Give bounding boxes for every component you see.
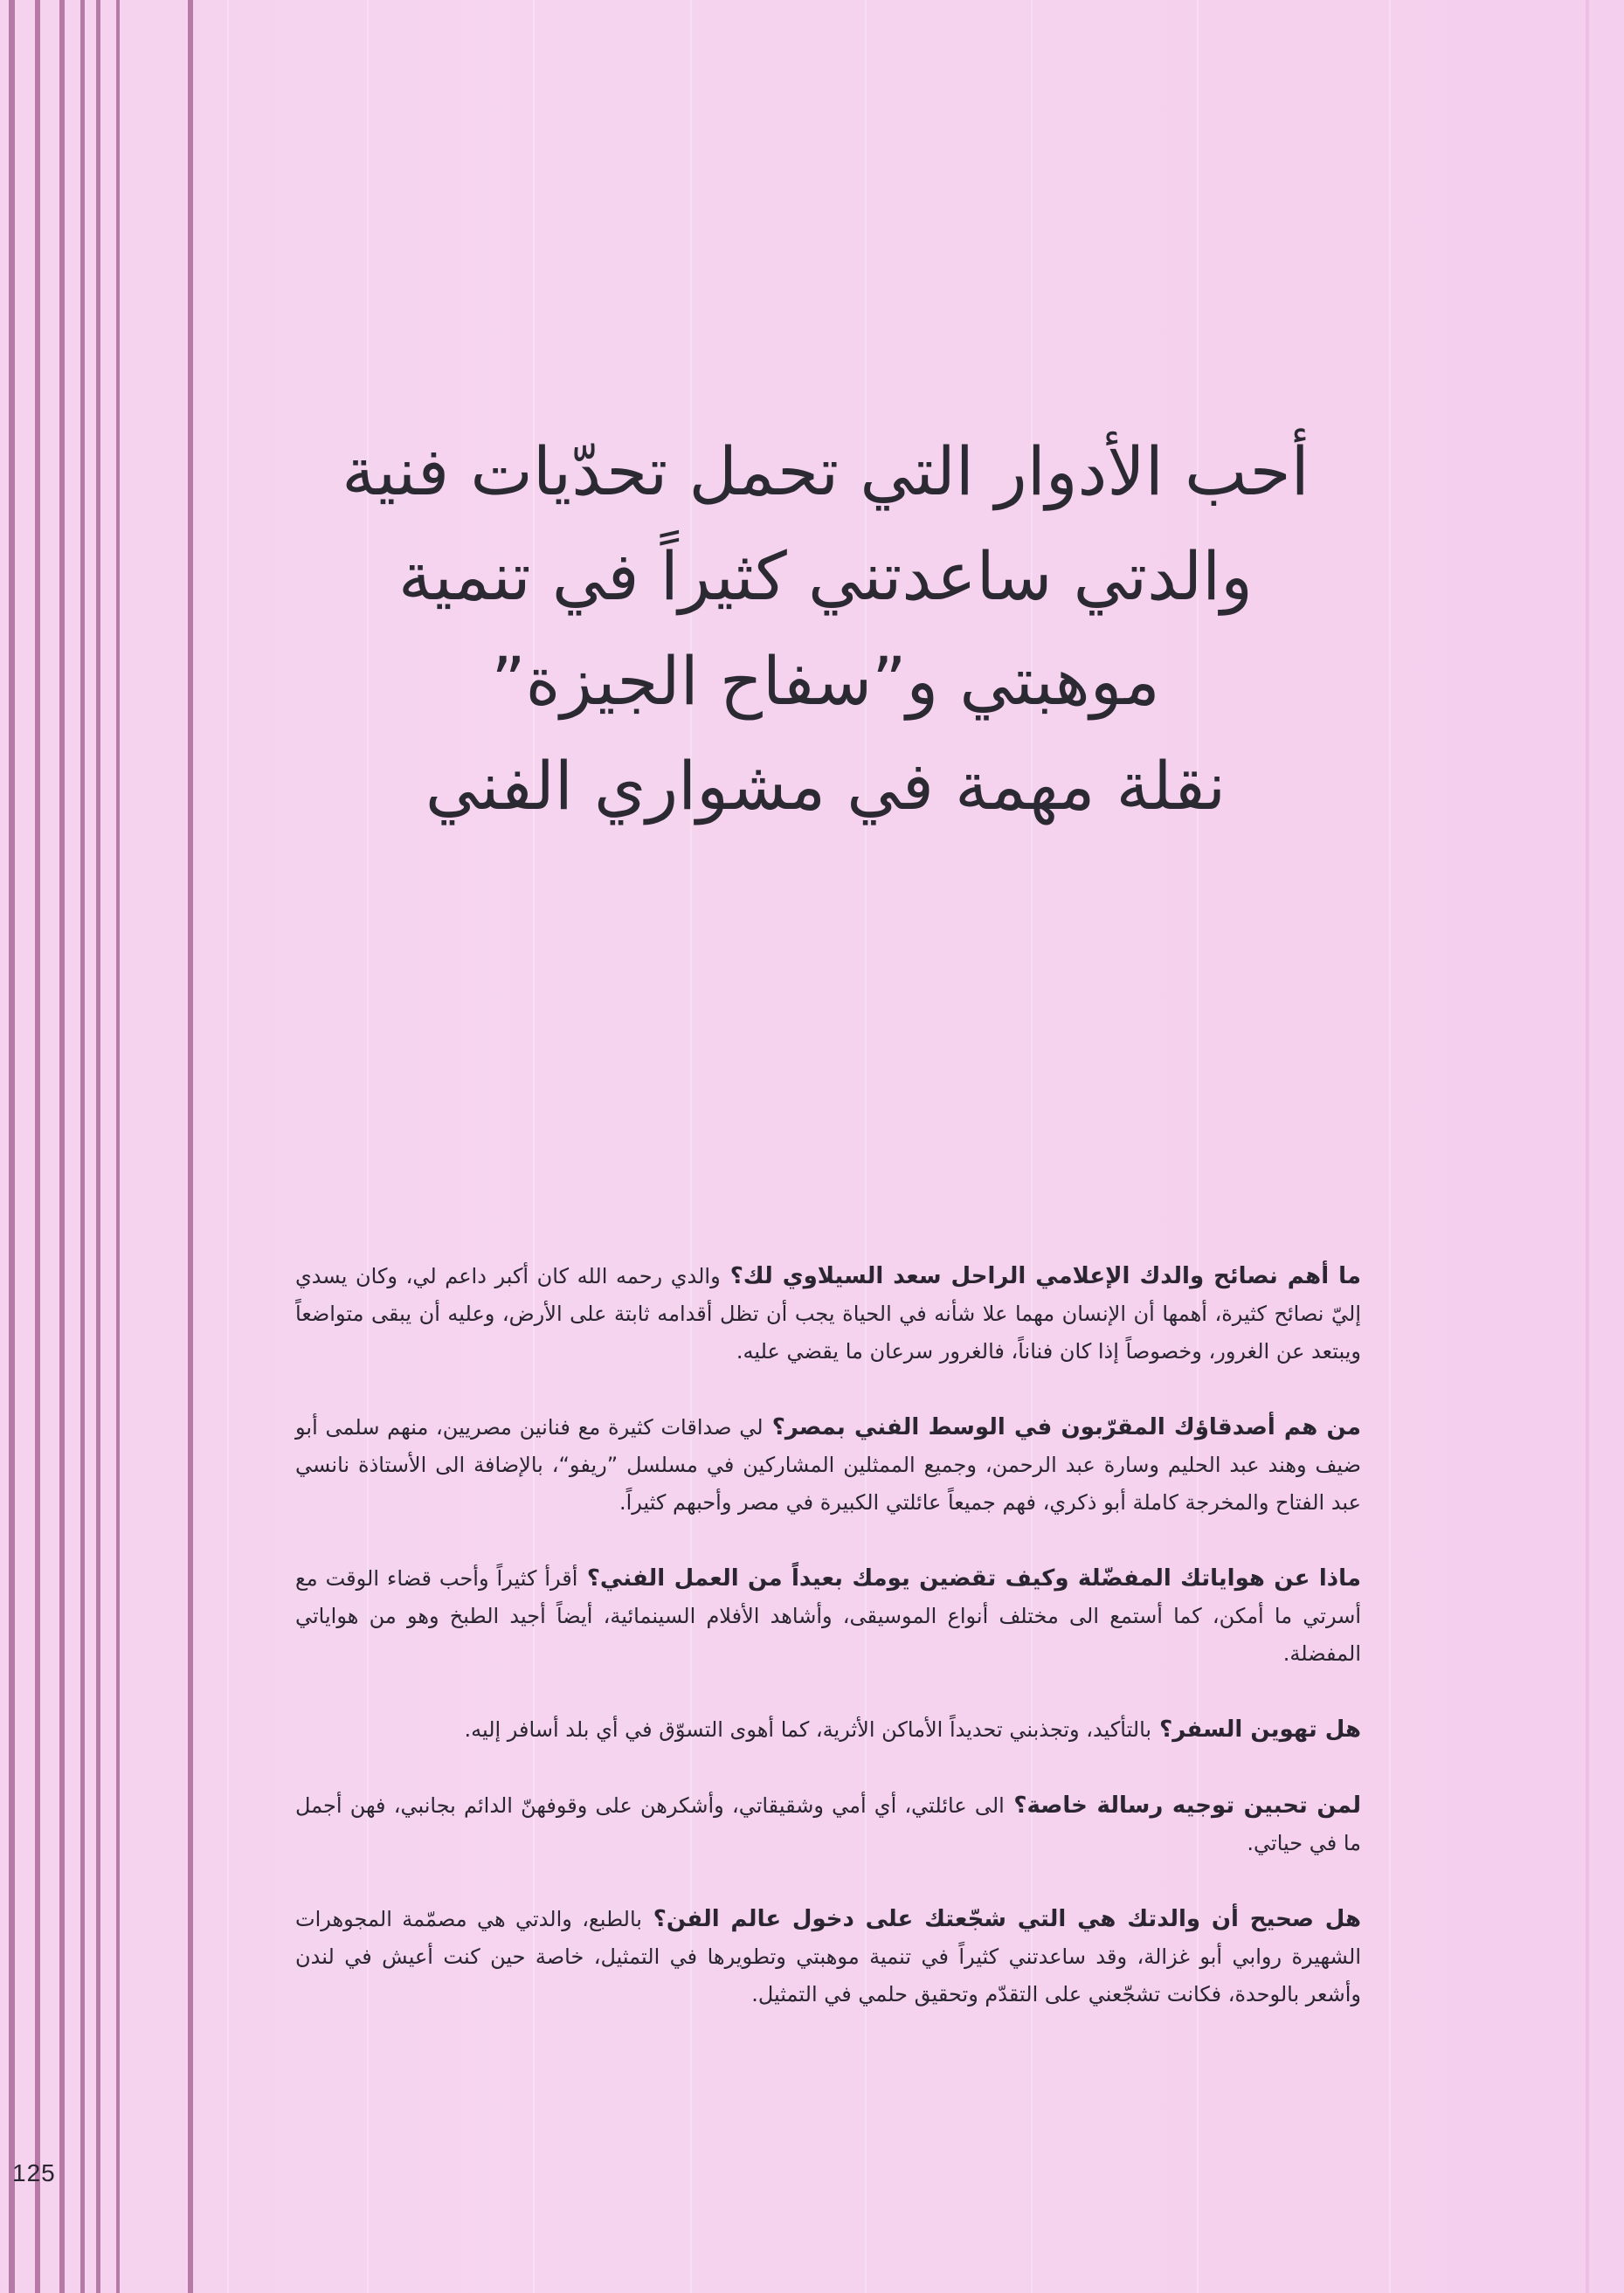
qa-paragraph [295,1560,1361,1673]
interview-body [295,1258,1361,2052]
decorative-line [59,0,65,2293]
page-number: 125 [12,2159,56,2186]
decorative-line [35,0,40,2293]
qa-paragraph [295,1787,1361,1862]
interview-question: ماذا عن هواياتك المفضّلة وكيف تقضين يومك بعيداً من العمل الفني؟ [577,1565,1361,1592]
decorative-line [9,0,15,2293]
headline-line: موهبتي و”سفاح الجيزة” [491,642,1160,720]
interview-answer: بالطبع، والدتي هي مصمّمة المجوهرات الشهيرة روابي أبو غزالة، وقد ساعدتني كثيراً في تنمية موهبتي وتطويرها في التمثيل، خاصة حين كنت أعيش في لندن وأشعر بالوحدة، فكانت تشجّعني على التقدّم وتحقيق حلمي في التمثيل. [295,1907,1361,2006]
interview-answer: والدي رحمه الله كان أكبر داعم لي، وكان يسدي إليّ نصائح كثيرة، أهمها أن الإنسان مهما علا شأنه في الحياة يجب أن تظل أقدامه ثابتة على الأرض، وعليه أن يبقى متواضعاً ويبتعد عن الغرور، وخصوصاً إذا كان فناناً، فالغرور سرعان ما يقضي عليه. [295,1264,1361,1364]
decorative-line [188,0,193,2293]
interview-question: من هم أصدقاؤك المقرّبون في الوسط الفني بمصر؟ [763,1414,1361,1440]
interview-answer: لي صداقات كثيرة مع فنانين مصريين، منهم سلمى أبو ضيف وهند عبد الحليم وسارة عبد الرحمن، وجميع الممثلين المشاركين في مسلسل ”ريفو“، بالإضافة الى الأستاذة نانسي عبد الفتاح والمخرجة كاملة أبو ذكري، فهم جميعاً عائلتي الكبيرة في مصر وأحبهم كثيراً. [295,1415,1361,1515]
interview-answer: أقرأ كثيراً وأحب قضاء الوقت مع أسرتي ما أمكن، كما أستمع الى مختلف أنواع الموسيقى، وأشاهد الأفلام السينمائية، أيضاً أجيد الطبخ وهو من هواياتي المفضلة. [295,1566,1361,1666]
interview-question: هل صحيح أن والدتك هي التي شجّعتك على دخول عالم الفن؟ [641,1906,1361,1932]
qa-paragraph [295,1409,1361,1522]
headline-line: والدتي ساعدتني كثيراً في تنمية [398,537,1253,615]
qa-paragraph [295,1258,1361,1371]
qa-paragraph [295,1901,1361,2013]
background-stripe [227,0,229,2293]
headline-line: نقلة مهمة في مشواري الفني [425,747,1227,825]
decorative-line [96,0,100,2293]
background-stripe [1586,0,1589,2293]
interview-question: هل تهوين السفر؟ [1151,1716,1361,1743]
background-stripe [1389,0,1391,2293]
qa-paragraph [295,1711,1361,1749]
interview-question: لمن تحبين توجيه رسالة خاصة؟ [1004,1792,1361,1819]
interview-answer: بالتأكيد، وتجذبني تحديداً الأماكن الأثرية، كما أهوى التسوّق في أي بلد أسافر إليه. [464,1717,1152,1742]
interview-question: ما أهم نصائح والدك الإعلامي الراحل سعد السيلاوي لك؟ [720,1263,1361,1289]
decorative-line [116,0,120,2293]
decorative-line [80,0,85,2293]
article-headline [288,419,1363,839]
interview-answer: الى عائلتي، أي أمي وشقيقاتي، وأشكرهن على وقوفهنّ الدائم بجانبي، فهن أجمل ما في حياتي. [295,1793,1361,1855]
headline-line: أحب الأدوار التي تحمل تحدّيات فنية [342,432,1310,510]
